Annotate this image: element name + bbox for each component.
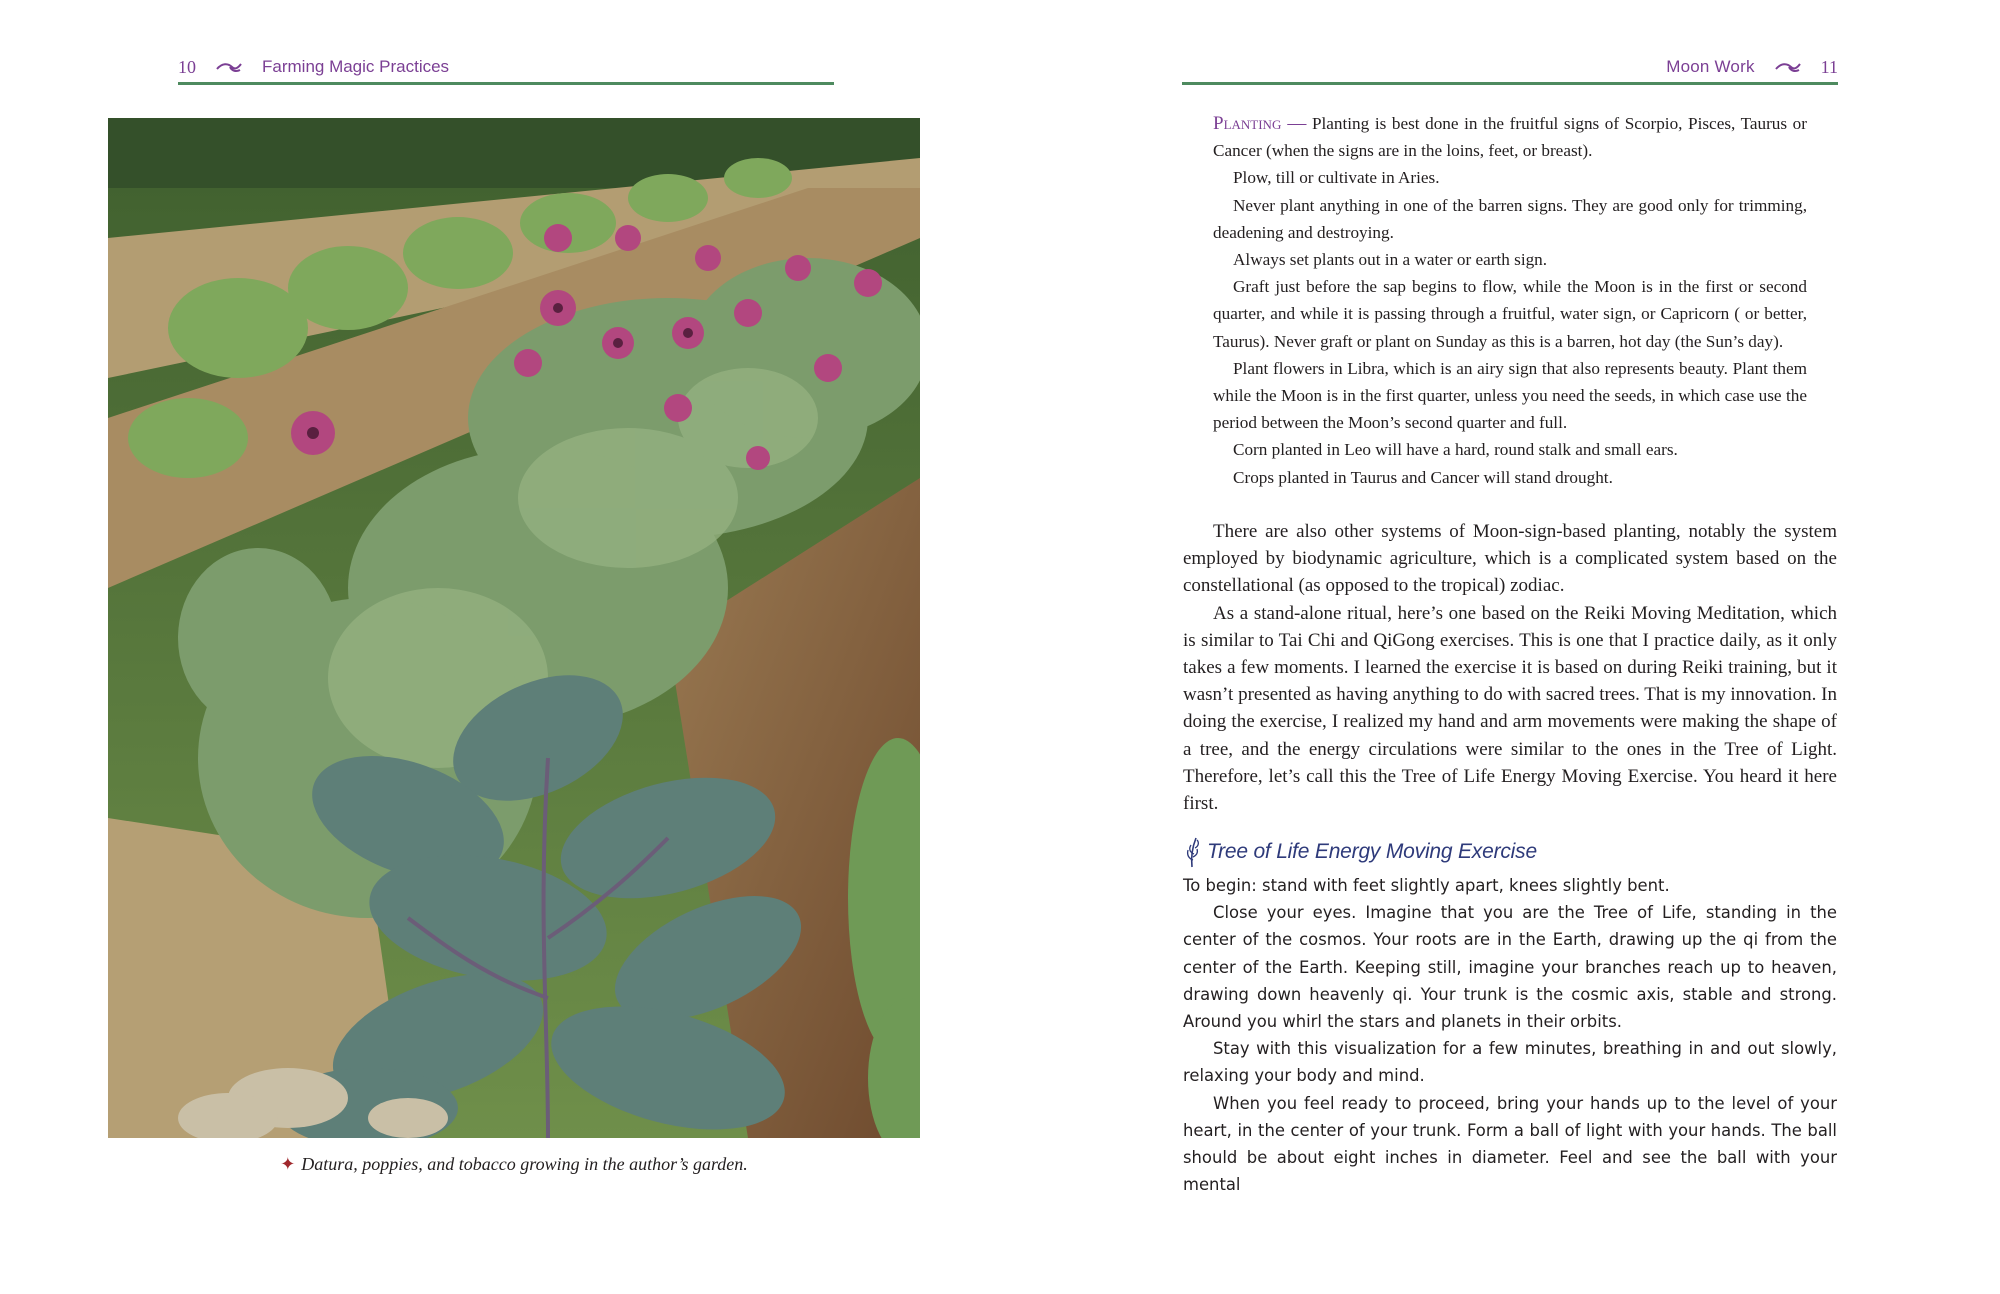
- section-subheading: [1183, 836, 1537, 868]
- body-paragraph: As a stand-alone ritual, here’s one based on the Reiki Moving Meditation, which is similar to Tai Chi and QiGong exercises. This is one that I practice daily, as it only takes a few moments. I learned the exercise it is based on during Reiki training, but it wasn’t presented as having anything to do with sacred trees. That is my innovation. In doing the exercise, I realized my hand and arm movements were making the shape of a tree, and the energy circulations were similar to the ones in the Tree of Light. Therefore, let’s call this the Tree of Life Energy Moving Exercise. You heard it here first.: [1183, 602, 1837, 815]
- left-running-title: Farming Magic Practices: [262, 57, 450, 76]
- right-page-number: 11: [1820, 56, 1838, 77]
- feather-icon: [1183, 836, 1201, 868]
- planting-para-4: Always set plants out in a water or earth sign.: [1233, 250, 1548, 270]
- garden-photo: [108, 118, 920, 1138]
- planting-keyword: Planting —: [1213, 113, 1307, 134]
- planting-para-7: Corn planted in Leo will have a hard, round stalk and small ears.: [1233, 440, 1678, 460]
- photo-caption: [108, 1154, 920, 1175]
- planting-para-1: Planting — Planting is best done in the fruitful signs of Scorpio, Pisces, Taurus or Cancer (when the signs are in the loins, feet, or breast).: [1213, 113, 1807, 161]
- exercise-paragraph: Close your eyes. Imagine that you are the Tree of Life, standing in the center of the cosmos. Your roots are in the Earth, drawing up the qi from the center of the Earth. Keeping still, imagine your branches reach up to heaven, drawing down heavenly qi. Your trunk is the cosmic axis, stable and strong. Around you whirl the stars and planets in their orbits.: [1183, 903, 1837, 1032]
- left-page-number: 10: [178, 56, 196, 77]
- right-running-header: [1182, 52, 1838, 85]
- exercise-paragraph: To begin: stand with feet slightly apart, knees slightly bent.: [1183, 876, 1670, 895]
- exercise-text: [1183, 872, 1837, 1198]
- planting-extract: [1213, 110, 1807, 491]
- left-running-header: [178, 52, 834, 85]
- planting-para-8: Crops planted in Taurus and Cancer will stand drought.: [1233, 467, 1613, 487]
- planting-para-5: Graft just before the sap begins to flow, while the Moon is in the first or second quarter, and while it is passing through a fruitful, water sign, or Capricorn ( or better, Taurus). Never graft or plant on Sunday as this is a barren, hot day (the Sun’s day).: [1213, 277, 1807, 351]
- exercise-paragraph: Stay with this visualization for a few minutes, breathing in and out slowly, relaxing your body and mind.: [1183, 1039, 1837, 1086]
- planting-para-2: Plow, till or cultivate in Aries.: [1233, 168, 1440, 188]
- swirl-ornament-icon: [216, 60, 242, 74]
- exercise-paragraph: When you feel ready to proceed, bring your hands up to the level of your heart, in the center of your trunk. Form a ball of light with your hands. The ball should be about eight inches in diameter. Feel and see the ball with your mental: [1183, 1093, 1837, 1195]
- planting-para-6: Plant flowers in Libra, which is an airy sign that also represents beauty. Plant them while the Moon is in the first quarter, unless you need the seeds, in which case use the period between the Moon’s second quarter and full.: [1213, 358, 1807, 433]
- swirl-ornament-icon: [1775, 60, 1801, 74]
- right-running-title: Moon Work: [1666, 57, 1755, 76]
- body-paragraph: There are also other systems of Moon-sign-based planting, notably the system employed by biodynamic agriculture, which is a complicated system based on the constellational (as opposed to the tropical) zodiac.: [1183, 521, 1837, 597]
- caption-bullet-icon: ✦: [280, 1154, 296, 1174]
- caption-text: Datura, poppies, and tobacco growing in the author’s garden.: [301, 1154, 748, 1174]
- planting-para-3: Never plant anything in one of the barren signs. They are good only for trimming, deadening and destroying.: [1213, 195, 1807, 242]
- body-text: [1183, 518, 1837, 817]
- subheading-text: Tree of Life Energy Moving Exercise: [1207, 840, 1537, 863]
